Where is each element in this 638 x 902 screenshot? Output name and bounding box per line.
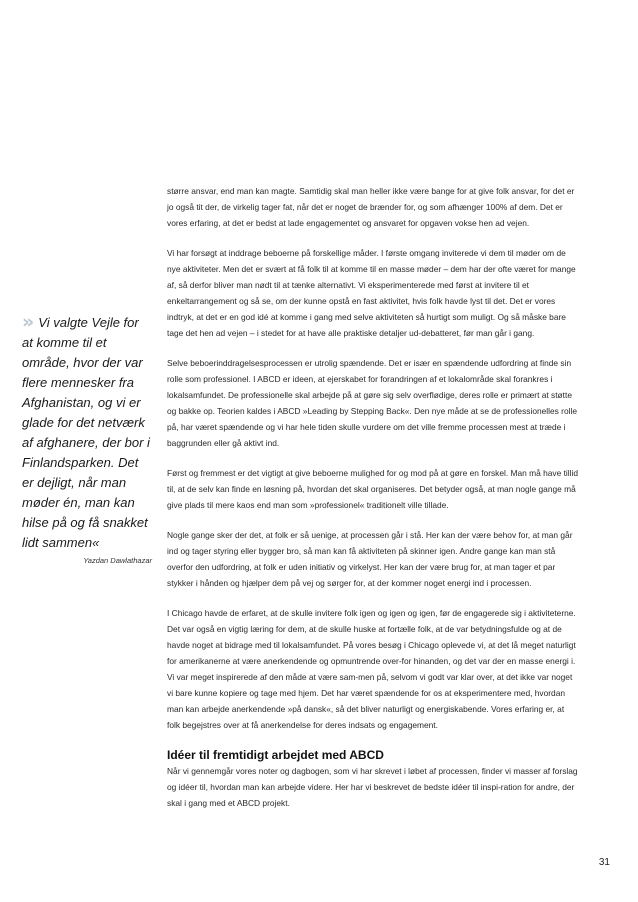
pull-quote-body: Vi valgte Vejle for at komme til et område, hvor der var flere mennesker fra Afghanistan, og vi er glade for det netværk af afghanere, der bor i Finlandsparken. Det er dejligt, når man møder én, man kan hilse på og få snakket lidt sammen« bbox=[22, 315, 150, 550]
quote-mark-icon: » bbox=[22, 311, 35, 333]
body-paragraph-3: Selve beboerinddragelsesprocessen er utrolig spændende. Det er især en spændende udfordring at finde sin rolle som professionel. I ABCD er ideen, at ejerskabet for forandringen af et lokalområde skal forankres i lokalsamfundet. De professionelle skal arbejde på at gøre sig selv overflødige, deres rolle er primært at støtte og bakke op. Teorien kaldes i ABCD »Leading by Stepping Back«. Den nye måde at se de professionelles rolle på, har været spændende og vi har hele tiden skulle vurdere om det ville fremme processen mest at træde i baggrunden eller gå aktivt ind. bbox=[167, 358, 578, 448]
body-paragraph-4: Først og fremmest er det vigtigt at give beboerne mulighed for og mod på at gøre en forskel. Man må have tillid til, at de selv kan finde en løsning på, hvordan det skal organiseres. Det betyder også, at man nogle gange må give plads til mere kaos end man som »professionel« traditionelt ville tillade. bbox=[167, 468, 579, 510]
section-paragraph: Når vi gennemgår vores noter og dagbogen, som vi har skrevet i løbet af processen, finder vi masser af forslag og idéer til, hvordan man kan arbejde videre. Her har vi beskrevet de bedste idéer til inspi-ration for andre, der skal i gang med et ABCD projekt. bbox=[167, 766, 578, 808]
pull-quote-text bbox=[22, 313, 152, 553]
body-paragraph-6: I Chicago havde de erfaret, at de skulle invitere folk igen og igen og igen, før de engagerede sig i aktiviteterne. Det var også en vigtig læring for dem, at de skulle huske at fortælle folk, at de var betydningsfulde og at de havde noget at bidrage med til lokalsamfundet. På vores besøg i Chicago oplevede vi, at det lå meget naturligt for amerikanerne at være anerkendende og opmuntrende over-for hinanden, og det var der en masse energi i. Vi var meget inspirerede af den måde at være sam-men på, selvom vi godt var klar over, at det ikke var noget vi bare kunne kopiere og tage med hjem. Det har været spændende for os at eksperimentere med, hvordan man kan arbejde anerkendende »på dansk«, så det bliver naturligt og energiskabende. Vores erfaring er, at folk begejstres over at få anerkendelse for deres indsats og engagement. bbox=[167, 608, 576, 730]
body-paragraph-2: Vi har forsøgt at inddrage beboerne på forskellige måder. I første omgang inviterede vi dem til møder om de nye aktiviteter. Men det er svært at få folk til at komme til en masse møder – dem har der ofte været for mange af, så derfor bliver man nødt til at tænke alternativt. Vi eksperimenterede med først at invitere til et enkeltarrangement og så se, om der kunne opstå en fast aktivitet, hvis folk havde lyst til det. Det er vores indtryk, at det er en god idé at komme i gang med selve aktiviteten så hurtigt som muligt. Og så måske bare tage det hen ad vejen – i stedet for at have alle praktiske detaljer ud-debatteret, før man går i gang. bbox=[167, 248, 576, 338]
main-text-column bbox=[167, 183, 579, 825]
section-heading: Idéer til fremtidigt arbejdet med ABCD bbox=[167, 748, 384, 762]
body-paragraph-5: Nogle gange sker der det, at folk er så uenige, at processen går i stå. Her kan der være behov for, at man går ind og tager styring eller bygger bro, så man kan få aktiviteten på skinner igen. Andre gange kan man stå overfor den udfordring, at folk er uden initiativ og virkelyst. Her kan der være brug for, at man tager et par stykker i hånden og hjælper dem på vej og sørger for, at der kommer noget energi ind i processen. bbox=[167, 530, 573, 588]
pull-quote bbox=[22, 313, 152, 565]
page-number: 31 bbox=[598, 857, 610, 868]
pull-quote-author: Yazdan Dawlathazar bbox=[83, 556, 152, 565]
body-paragraph-1: større ansvar, end man kan magte. Samtidig skal man heller ikke være bange for at give folk ansvar, for det er jo også tit der, de virkelig tager fat, når det er noget de brænder for, og som afhænger 100% af dem. Det er vores erfaring, at det er bedst at lade engagementet og ansvaret for opgaven vokse hen ad vejen. bbox=[167, 186, 575, 228]
